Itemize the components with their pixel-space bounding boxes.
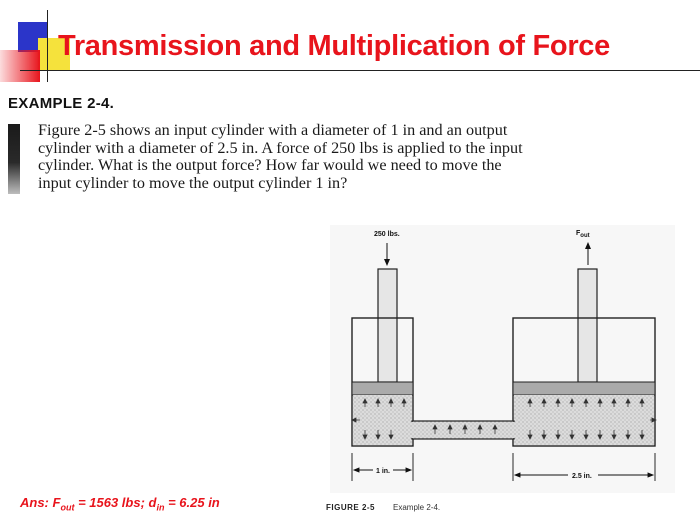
hydraulic-figure (330, 225, 680, 495)
output-piston (513, 382, 655, 395)
input-diameter-label: 1 in. (376, 468, 391, 475)
input-piston (352, 382, 413, 395)
deco-horizontal-line (20, 70, 700, 71)
pipe-join-left (411, 422, 414, 438)
problem-statement (38, 122, 598, 192)
input-piston-rod (378, 269, 397, 382)
output-force-label: Fout (576, 230, 590, 239)
slide-title: Transmission and Multiplication of Force (58, 30, 610, 62)
input-force-label: 250 lbs. (374, 231, 400, 238)
problem-line: Figure 2-5 shows an input cylinder with a diameter of 1 in and an output (38, 121, 508, 139)
connecting-pipe (412, 421, 514, 439)
deco-red-square (0, 50, 40, 82)
pipe-join-right (512, 422, 515, 438)
output-piston-rod (578, 269, 597, 382)
answer-line: Ans: $F_{out} = 1563$ lbs; $d_{in} = 6.25$ in (20, 495, 220, 513)
problem-line: cylinder with a diameter of 2.5 in. A force of 250 lbs is applied to the input (38, 138, 523, 157)
example-heading: EXAMPLE 2-4. (8, 95, 115, 112)
figure-label: FIGURE 2-5 (326, 503, 376, 512)
side-bar-decoration (8, 124, 20, 194)
problem-line: cylinder. What is the output force? How far would we need to move the (38, 156, 502, 175)
figure-caption: Example 2-4. (393, 503, 441, 512)
problem-line: input cylinder to move the output cylinder 1 in? (38, 173, 348, 192)
output-diameter-label: 2.5 in. (572, 473, 592, 480)
deco-vertical-line (47, 10, 48, 82)
